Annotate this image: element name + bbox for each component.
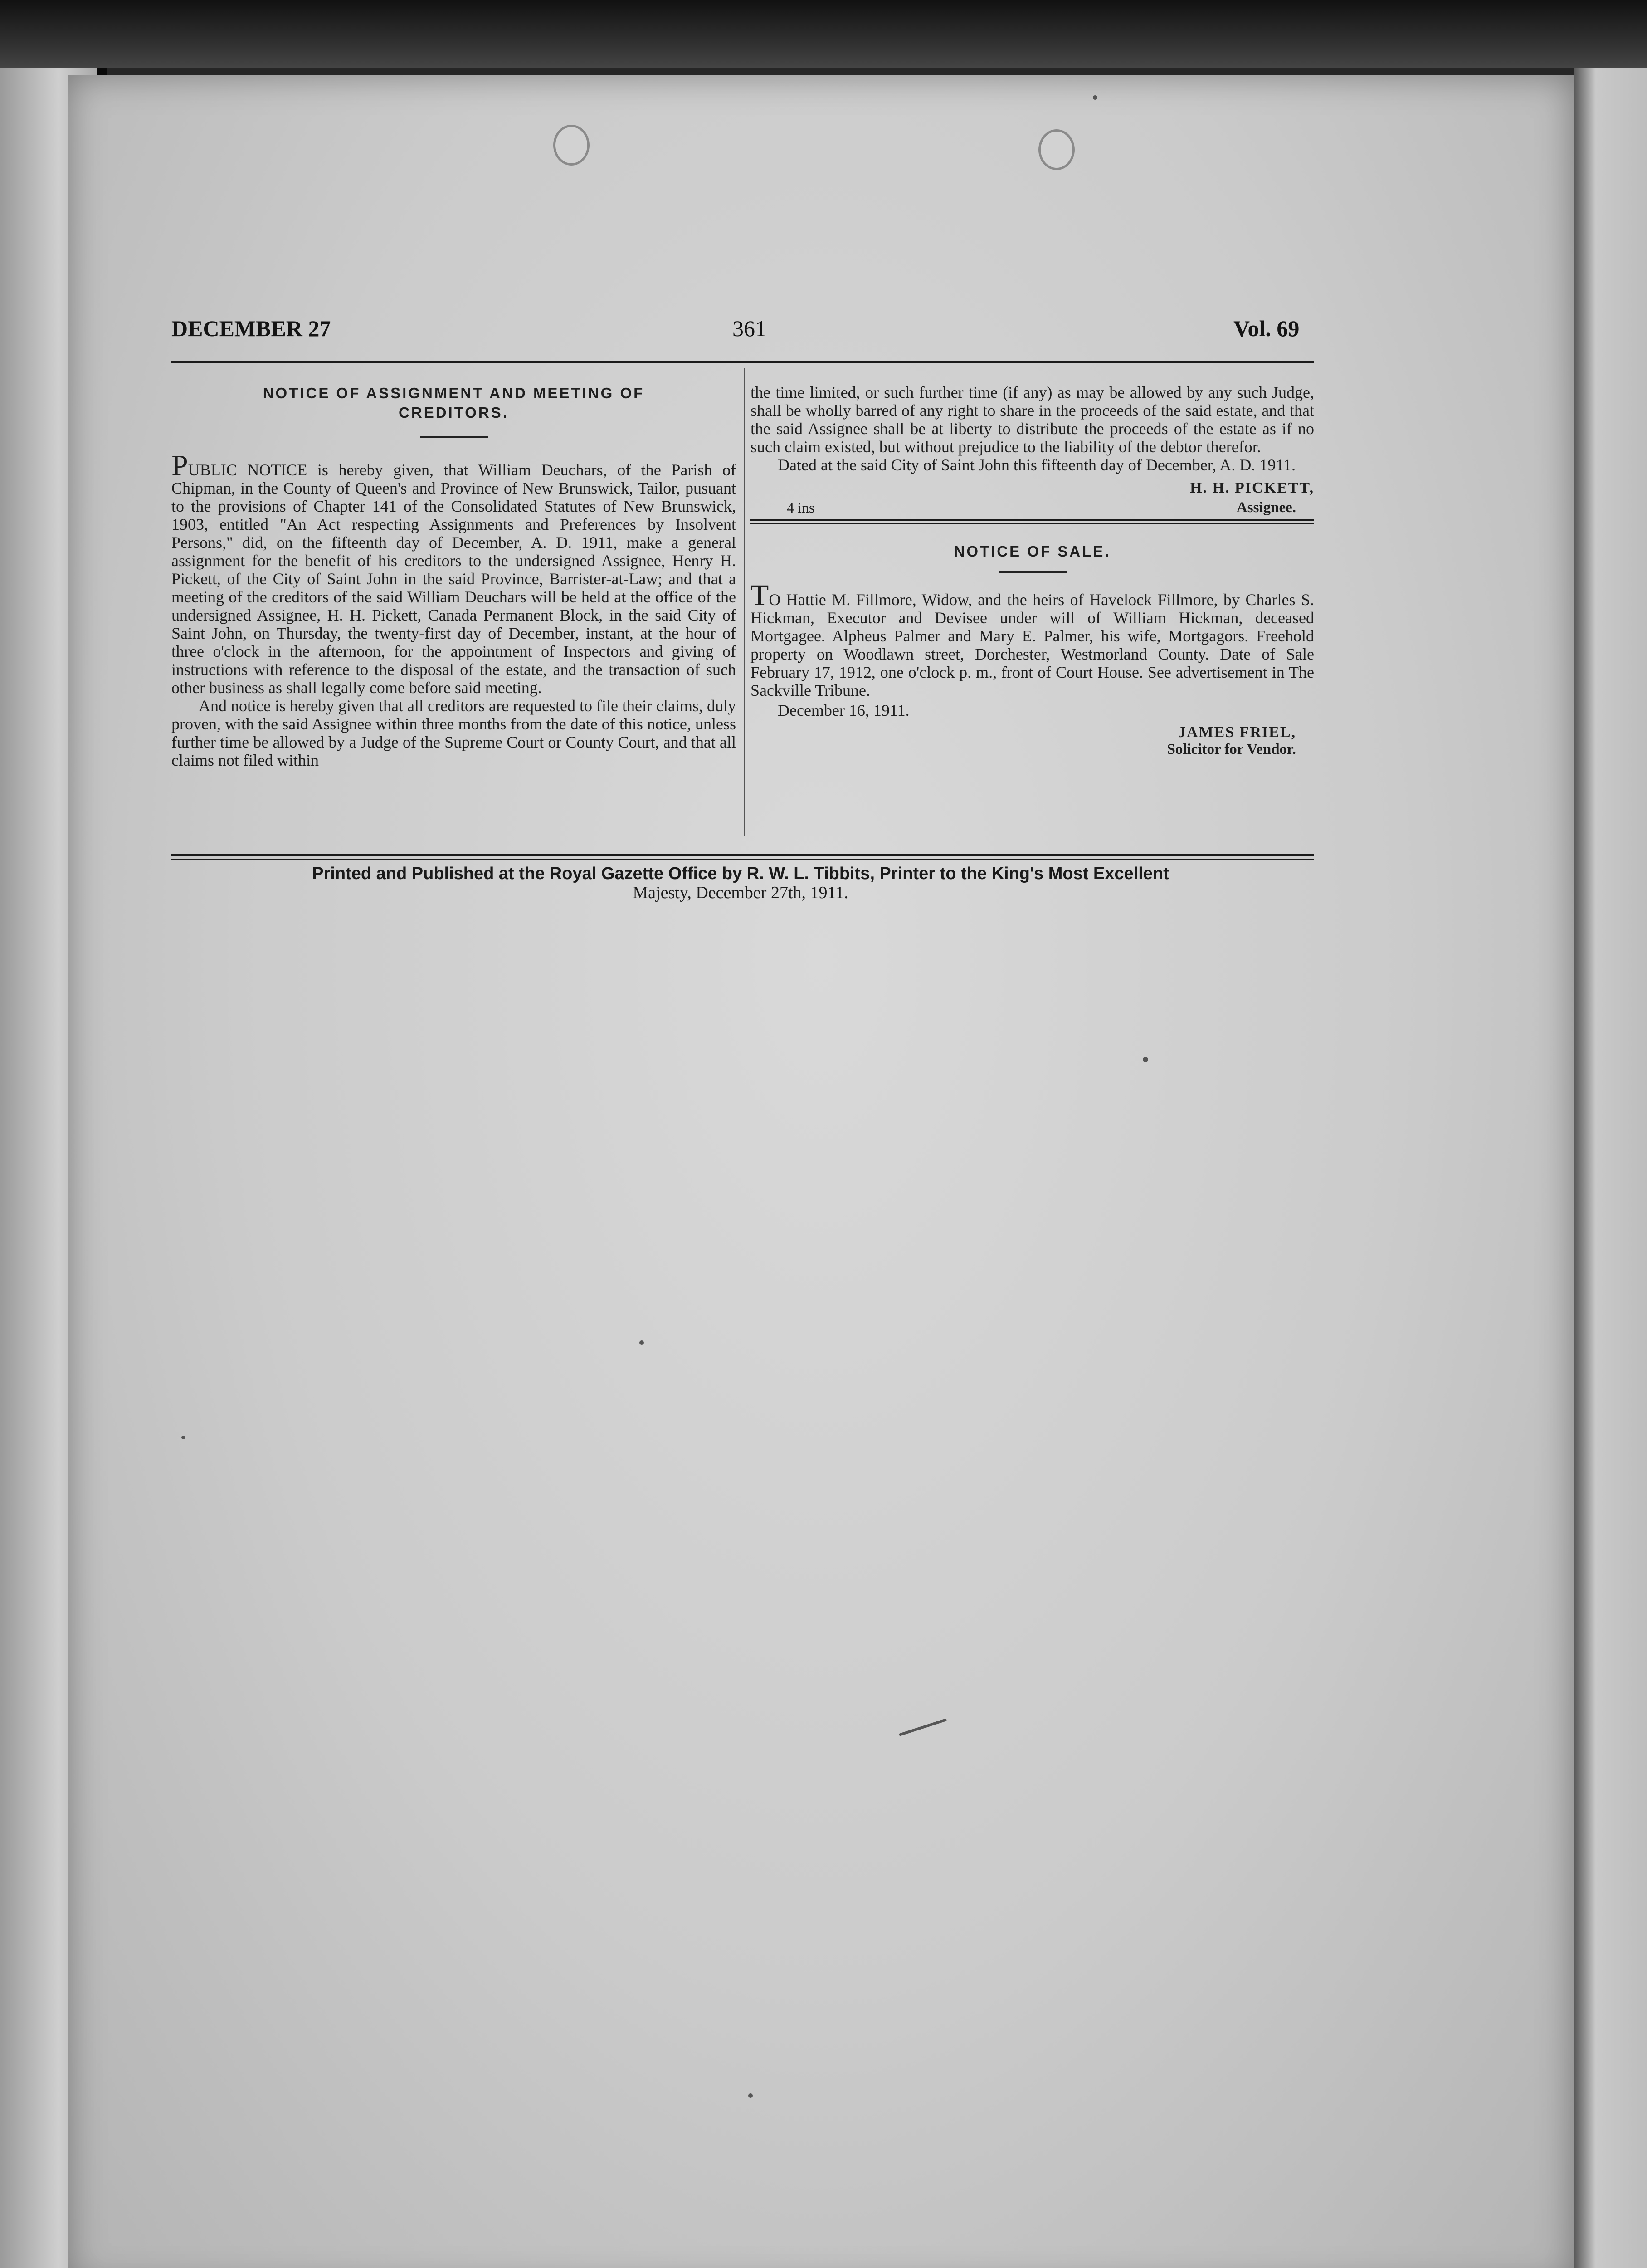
paper-speck	[748, 2093, 753, 2098]
sale-notice-body: TO Hattie M. Fillmore, Widow, and the heirs of Havelock Fillmore, by Charles S. Hickman, Executor and Devisee under will of William Hickman, deceased Mortgagee. Alpheus Palmer and Mary E. Palmer, his wife, Mortgagors. Freehold property on Woodlawn street, Dorchester, Westmorland County. Date of Sale February 17, 1912, one o'clock p. m., front of Court House. See advertisement in The Sackville Tribune.	[750, 579, 1314, 699]
issue-date: DECEMBER 27	[171, 316, 331, 341]
paper-speck	[181, 1436, 185, 1439]
title-underline	[999, 571, 1067, 573]
imprint-date-text: Majesty, December 27th, 1911.	[633, 883, 848, 902]
paper-speck	[1143, 1057, 1148, 1062]
assignment-notice-column	[171, 383, 736, 769]
paper-speck	[639, 1340, 644, 1345]
column-divider	[744, 368, 745, 836]
paper-fiber	[899, 1718, 947, 1736]
dropcap-letter: P	[171, 449, 188, 482]
notice-separator-rule	[750, 523, 1314, 524]
assignment-notice-title: NOTICE OF ASSIGNMENT AND MEETING OF CREDITORS.	[263, 385, 645, 421]
assignment-signoff-row	[750, 499, 1314, 516]
assignment-paragraph-1: PUBLIC NOTICE is hereby given, that William Deuchars, of the Parish of Chipman, in the County of Queen's and Province of New Brunswick, Tailor, pusuant to the provisions of Chapter 141 of the Consolidated Statutes of New Brunswick, 1903, entitled "An Act respecting Assignments and Preferences by Insolvent Persons," did, on the fifteenth day of December, A. D. 1911, make a general assignment for the benefit of his creditors to the undersigned Assignee, Henry H. Pickett, of the City of Saint John in the said Province, Barrister-at-Law; and that a meeting of the creditors of the said William Deuchars will be held at the office of the undersigned Assignee, H. H. Pickett, Canada Permanent Block, in the said City of Saint John, on Thursday, the twenty-first day of December, instant, at the hour of three o'clock in the afternoon, for the appointment of Inspectors and giving of instructions with reference to the disposal of the estate, and the transaction of such other business as shall legally come before said meeting.	[171, 449, 736, 697]
assignment-paragraph-2: And notice is hereby given that all creditors are requested to file their claims, duly proven, with the said Assignee within three months from the date of this notice, unless further time be allowed by a Judge of the Supreme Court or County Court, and that all claims not filed within	[171, 697, 736, 769]
page-number: 361	[732, 316, 766, 341]
paper-speck	[1093, 95, 1097, 100]
footer-rule	[171, 854, 1314, 856]
assignment-continuation: the time limited, or such further time (if any) as may be allowed by any such Judge, shall be wholly barred of any right to share in the proceeds of the said estate, and that the said Assignee shall be at liberty to distribute the proceeds of the estate as if no such claim existed, but without prejudice to the liability of the debtor therefor.	[750, 383, 1314, 456]
film-border-right	[1574, 68, 1647, 2268]
title-underline	[420, 436, 488, 438]
assignee-name: H. H. PICKETT,	[1190, 479, 1314, 496]
insertions-count: 4 ins	[787, 499, 815, 516]
sale-notice-date: December 16, 1911.	[778, 701, 910, 719]
solicitor-role: Solicitor for Vendor.	[1167, 741, 1296, 758]
notice-separator-rule	[750, 519, 1314, 521]
dropcap-letter: T	[750, 579, 769, 612]
sale-notice-title: NOTICE OF SALE.	[954, 543, 1111, 560]
right-column	[750, 383, 1314, 758]
volume-label: Vol. 69	[1233, 316, 1300, 341]
punch-hole	[553, 125, 590, 166]
solicitor-name: JAMES FRIEL,	[1178, 724, 1296, 741]
printer-imprint	[171, 864, 1310, 902]
header-rule	[171, 361, 1314, 363]
imprint-bold-text: Printed and Published at the Royal Gazette Office by R. W. L. Tibbits, Printer to the King's Most Excellent	[312, 864, 1169, 883]
footer-rule	[171, 859, 1314, 860]
punch-hole	[1038, 129, 1075, 170]
assignment-dated: Dated at the said City of Saint John this fifteenth day of December, A. D. 1911.	[778, 456, 1296, 474]
film-border-top	[0, 0, 1647, 68]
assignee-role: Assignee.	[1236, 499, 1296, 516]
